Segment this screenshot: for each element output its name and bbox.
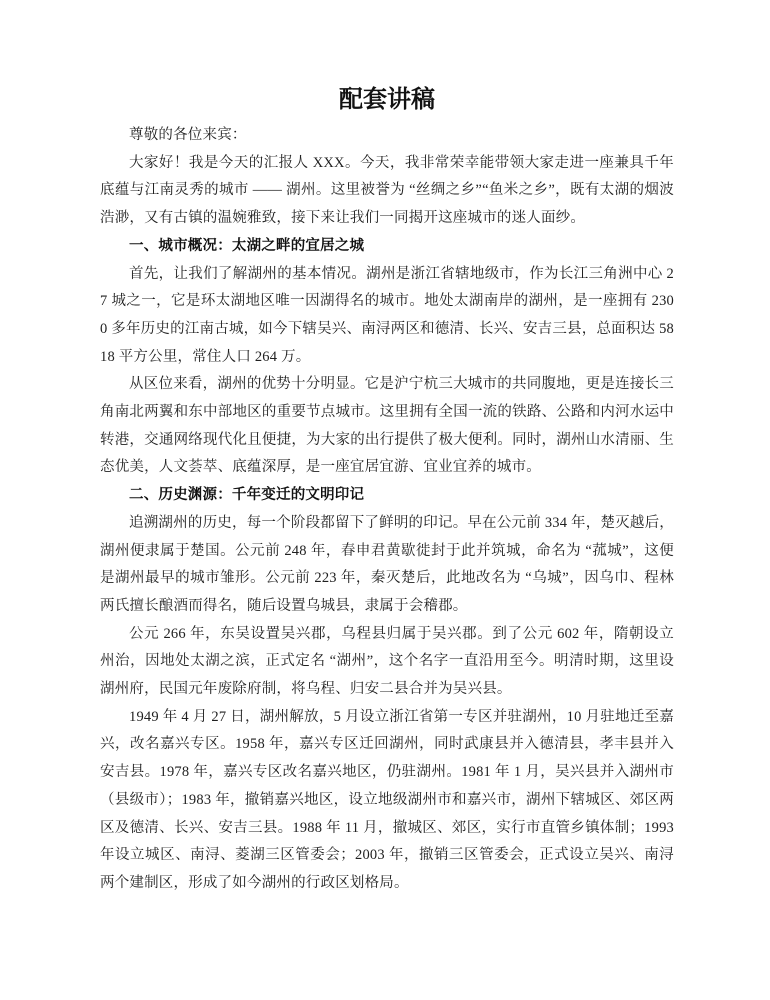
paragraph-intro: 大家好！我是今天的汇报人 XXX。今天，我非常荣幸能带领大家走进一座兼具千年底蕴与江南灵秀的城市 —— 湖州。这里被誉为 “丝绸之乡”“鱼米之乡”，既有太湖的烟波浩渺，又有古镇的温婉雅致，接下来让我们一同揭开这座城市的迷人面纱。 [100, 154, 674, 227]
paragraph-location-advantages: 从区位来看，湖州的优势十分明显。它是沪宁杭三大城市的共同腹地，更是连接长三角南北两翼和东中部地区的重要节点城市。这里拥有全国一流的铁路、公路和内河水运中转港，交通网络现代化且便捷，为大家的出行提供了极大便利。同时，湖州山水清丽、生态优美，人文荟萃、底蕴深厚，是一座宜居宜游、宜业宜养的城市。 [100, 376, 674, 476]
paragraph-naming-history: 公元 266 年，东吴设置吴兴郡，乌程县归属于吴兴郡。到了公元 602 年，隋朝设立州治，因地处太湖之滨，正式定名 “湖州”，这个名字一直沿用至今。明清时期，这里设湖州府，民国元年废除府制，将乌程、归安二县合并为吴兴县。 [100, 625, 674, 698]
section-heading-city-overview: 一、城市概况：太湖之畔的宜居之城 [129, 237, 365, 254]
paragraph-greeting: 尊敬的各位来宾： [129, 127, 247, 143]
paragraph-modern-history: 1949 年 4 月 27 日，湖州解放，5 月设立浙江省第一专区并驻湖州，10 月驻地迁至嘉兴，改名嘉兴专区。1958 年，嘉兴专区迁回湖州，同时武康县并入德清县，孝丰县并入安吉县。1978 年，嘉兴专区改名嘉兴地区，仍驻湖州。1981 年 1 月，吴兴县并入湖州市（县级市）；1983 年，撤销嘉兴地区，设立地级湖州市和嘉兴市，湖州下辖城区、郊区两区及德清、长兴、安吉三县。1988 年 11 月，撤城区、郊区，实行市直管乡镇体制；1993 年设立城区、南浔、菱湖三区管委会；2003 年，撤销三区管委会，正式设立吴兴、南浔两个建制区，形成了如今湖州的行政区划格局。 [100, 708, 674, 891]
document-title: 配套讲稿 [339, 86, 435, 113]
paragraph-ancient-history: 追溯湖州的历史，每一个阶段都留下了鲜明的印记。早在公元前 334 年，楚灭越后，湖州便隶属于楚国。公元前 248 年，春申君黄歇徙封于此并筑城，命名为 “菰城”，这便是湖州最早的城市雏形。公元前 223 年，秦灭楚后，此地改名为 “乌城”，因乌巾、程林两氏擅长酿酒而得名，随后设置乌城县，隶属于会稽郡。 [100, 514, 674, 614]
paragraph-basic-facts: 首先，让我们了解湖州的基本情况。湖州是浙江省辖地级市，作为长江三角洲中心 27 城之一，它是环太湖地区唯一因湖得名的城市。地处太湖南岸的湖州，是一座拥有 2300 多年历史的江南古城，如今下辖吴兴、南浔两区和德清、长兴、安吉三县，总面积达 5818 平方公里，常住人口 264 万。 [100, 265, 674, 365]
section-heading-history: 二、历史渊源：千年变迁的文明印记 [129, 487, 365, 504]
